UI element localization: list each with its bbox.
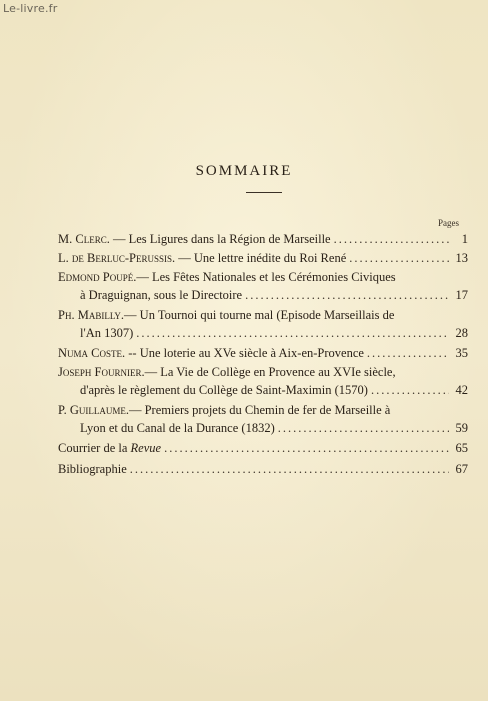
entry-title: — La Vie de Collège en Provence au XVIe siècle, — [144, 365, 396, 379]
toc-line — [58, 419, 468, 437]
entry-title-continued: l'An 1307) — [80, 326, 134, 340]
toc-entry — [58, 460, 468, 478]
toc-line — [58, 268, 468, 286]
toc-line — [58, 324, 468, 342]
toc-entry — [58, 268, 468, 304]
entry-title: — Une lettre inédite du Roi René — [178, 251, 347, 265]
entry-title: — Premiers projets du Chemin de fer de Marseille à — [128, 403, 391, 417]
toc-line — [58, 460, 468, 478]
entry-title-continued: à Draguignan, sous le Directoire — [80, 288, 243, 302]
entry-author: M. Clerc. — [58, 232, 110, 246]
dot-leader — [278, 419, 449, 437]
entry-title: — Les Fêtes Nationales et les Cérémonies Civiques — [136, 270, 396, 284]
entry-author: Bibliographie — [58, 462, 127, 476]
toc-line — [58, 344, 468, 362]
toc-entry — [58, 439, 468, 457]
entry-author: L. de Berluc-Perussis. — [58, 251, 176, 265]
toc-entry — [58, 363, 468, 399]
dot-leader — [371, 381, 449, 399]
toc-line — [58, 363, 468, 381]
entry-author: Numa Coste. — [58, 346, 126, 360]
entry-title: Revue — [130, 441, 162, 455]
entry-author: Edmond Poupé. — [58, 270, 137, 284]
entry-page-number: 35 — [455, 346, 468, 360]
toc-line — [58, 381, 468, 399]
watermark: Le-livre.fr — [3, 2, 58, 15]
toc-line — [58, 249, 468, 267]
entry-title: — Un Tournoi qui tourne mal (Episode Marseillais de — [124, 308, 395, 322]
dot-leader — [136, 324, 449, 342]
toc-entry — [58, 249, 468, 267]
entry-page-number: 28 — [455, 326, 468, 340]
toc-entry — [58, 401, 468, 437]
entry-author: P. Guillaume. — [58, 403, 129, 417]
toc-line — [58, 439, 468, 457]
toc-line — [58, 286, 468, 304]
entry-page-number: 1 — [461, 232, 468, 246]
entry-page-number: 65 — [455, 441, 468, 455]
toc-entry — [58, 344, 468, 362]
dot-leader — [367, 344, 449, 362]
title-divider — [246, 192, 282, 193]
dot-leader — [164, 439, 449, 457]
entry-author: Ph. Mabilly. — [58, 308, 125, 322]
entry-title-continued: Lyon et du Canal de la Durance (1832) — [80, 421, 275, 435]
toc-line — [58, 401, 468, 419]
toc-entry — [58, 230, 468, 248]
page-title: SOMMAIRE — [195, 163, 293, 179]
entry-page-number: 42 — [455, 383, 468, 397]
entry-page-number: 17 — [455, 288, 468, 302]
toc-line — [58, 230, 468, 248]
dot-leader — [334, 230, 449, 248]
dot-leader — [349, 249, 449, 267]
toc-entry — [58, 306, 468, 342]
toc-line — [58, 306, 468, 324]
entry-title: -- Une loterie au XVe siècle à Aix-en-Provence — [128, 346, 364, 360]
entry-page-number: 67 — [455, 462, 468, 476]
entry-author: Joseph Fournier. — [58, 365, 145, 379]
dot-leader — [130, 460, 449, 478]
entry-title-continued: d'après le règlement du Collège de Saint-Maximin (1570) — [80, 383, 368, 397]
entry-author: Courrier de la — [58, 441, 128, 455]
pages-column-header: Pages — [438, 218, 459, 228]
entry-page-number: 59 — [455, 421, 468, 435]
dot-leader — [245, 286, 449, 304]
entry-page-number: 13 — [455, 251, 468, 265]
entry-title: — Les Ligures dans la Région de Marseille — [112, 232, 331, 246]
